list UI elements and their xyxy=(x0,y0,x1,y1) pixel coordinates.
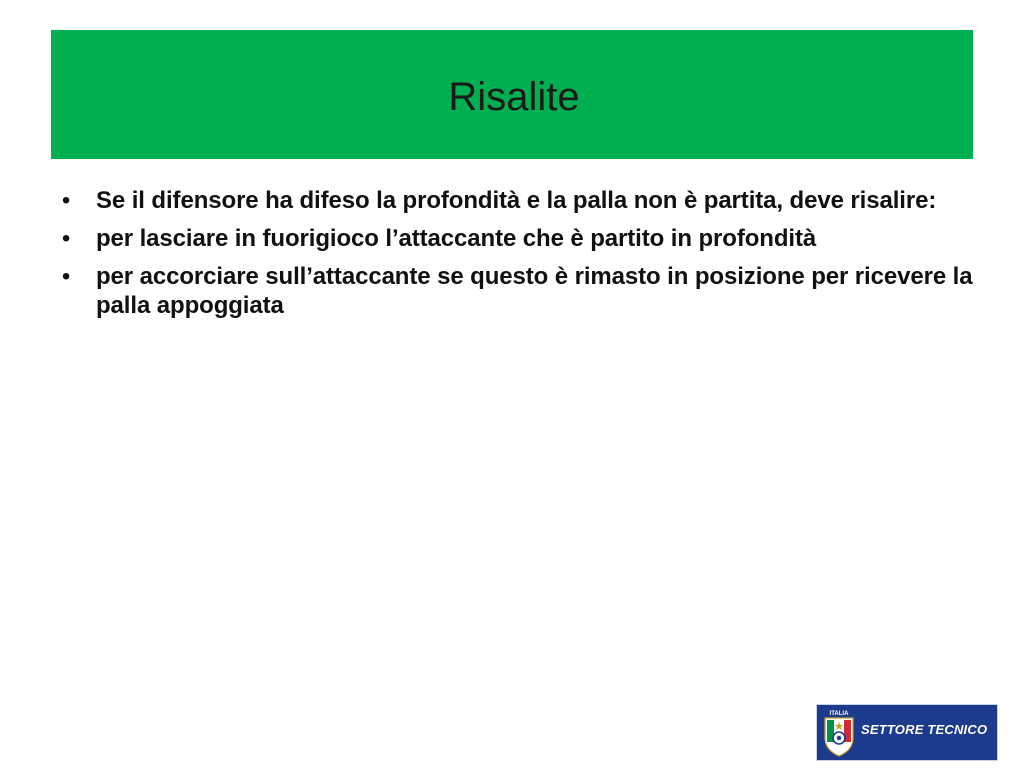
slide-title: Risalite xyxy=(448,75,580,119)
settore-tecnico-logo xyxy=(816,704,998,761)
bullet-text: per accorciare sull’attaccante se questo è rimasto in posizione per ricevere la palla appoggiata xyxy=(96,263,973,319)
bullet-icon: • xyxy=(61,225,71,252)
shield-label: ITALIA xyxy=(829,711,849,717)
bullet-icon: • xyxy=(61,187,71,214)
bullet-item xyxy=(56,224,976,253)
bullet-item xyxy=(56,262,976,320)
bullet-text: per lasciare in fuorigioco l’attaccante che è partito in profondità xyxy=(96,225,817,252)
bullet-item xyxy=(56,186,976,215)
bullet-icon: • xyxy=(61,263,71,290)
logo-text: SETTORE TECNICO xyxy=(861,722,988,737)
figc-shield-icon xyxy=(821,708,857,758)
bullet-text: Se il difensore ha difeso la profondità e la palla non è partita, deve risalire: xyxy=(96,187,937,214)
bullet-list xyxy=(56,186,976,329)
